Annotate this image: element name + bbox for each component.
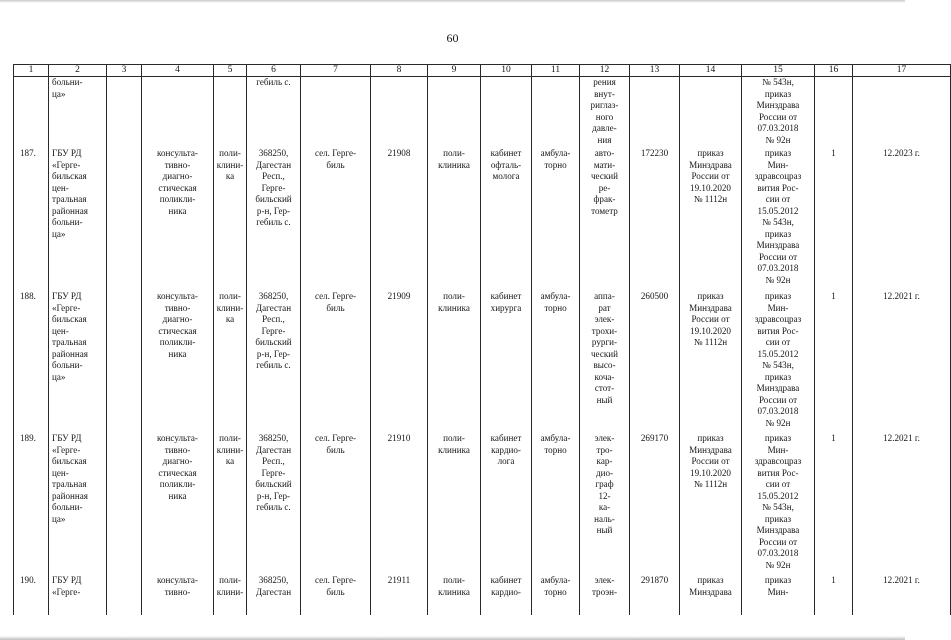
cell-order1: приказ Минздрава России от 19.10.2020 № 1112н (680, 433, 742, 575)
cell-settlement: сел. Герге- биль (301, 148, 371, 291)
cell-unit: консульта- тивно- диагно- стическая поликли- ника (142, 148, 214, 291)
cell-equipment: авто- мати- ческий ре- фрак- тометр (580, 148, 630, 291)
cell-nomenclature-code: 172230 (630, 148, 680, 291)
scan-edge-top (0, 0, 905, 3)
col-num-16: 16 (815, 65, 853, 77)
cell-address: 368250, Дагестан Респ., Герге- бильский р-н, Гер- гебиль с. (247, 433, 301, 575)
cell-care-form: амбула- торно (532, 433, 580, 575)
cell-col3 (107, 148, 142, 291)
cell-number: 187. (14, 148, 49, 291)
cell-order2: приказ Мин- (742, 575, 815, 615)
col-num-9: 9 (428, 65, 481, 77)
cell-nomenclature-code: 260500 (630, 291, 680, 433)
cell-date: 12.2021 г. (853, 291, 951, 433)
cell-order1: приказ Минздрава России от 19.10.2020 № 1112н (680, 291, 742, 433)
cell-nomenclature-code: 269170 (630, 433, 680, 575)
cell-equipment: рения внут- риглаз- ного давле- ния (580, 77, 630, 149)
cell-equipment: элек- троэн- (580, 575, 630, 615)
cell-settlement: сел. Герге- биль (301, 575, 371, 615)
col-num-8: 8 (371, 65, 428, 77)
cell-unit: консульта- тивно- (142, 575, 214, 615)
cell-nomenclature-code: 291870 (630, 575, 680, 615)
cell-col3 (107, 291, 142, 433)
cell-date: 12.2021 г. (853, 433, 951, 575)
col-num-7: 7 (301, 65, 371, 77)
cell-quantity: 1 (815, 575, 853, 615)
scan-edge-bottom (0, 636, 905, 640)
cell-division: поли- клиника (428, 148, 481, 291)
col-num-5: 5 (214, 65, 247, 77)
col-num-12: 12 (580, 65, 630, 77)
cell-care-form: амбула- торно (532, 291, 580, 433)
cell-org: ГБУ РД «Герге- бильская цен- тральная районная больни- ца» (49, 148, 107, 291)
cell-order2: приказ Мин- здравсоцраз вития Рос- сии от 15.05.2012 № 543н, приказ Минздрава России от 07.03.2018 № 92н (742, 433, 815, 575)
cell-equipment: аппа- рат элек- трохи- рурги- ческий высо- коча- стот- ный (580, 291, 630, 433)
col-num-1: 1 (14, 65, 49, 77)
table-row (14, 148, 951, 291)
cell-cabinet: кабинет офталь- молога (481, 148, 532, 291)
cell-date: 12.2021 г. (853, 575, 951, 615)
cell-org: ГБУ РД «Герге- бильская цен- тральная районная больни- ца» (49, 291, 107, 433)
cell-unit: консульта- тивно- диагно- стическая поликли- ника (142, 433, 214, 575)
cell-org: ГБУ РД «Герге- (49, 575, 107, 615)
cell-code: 21911 (371, 575, 428, 615)
continuation-row (14, 77, 951, 149)
cell-division: поли- клиника (428, 433, 481, 575)
cell-col3 (107, 433, 142, 575)
cell-number: 188. (14, 291, 49, 433)
col-num-6: 6 (247, 65, 301, 77)
cell-equipment: элек- тро- кар- дио- граф 12- ка- наль- ный (580, 433, 630, 575)
cell-type: поли- клини- ка (214, 148, 247, 291)
col-num-17: 17 (853, 65, 951, 77)
cell-number: 190. (14, 575, 49, 615)
cell-order2: № 543н, приказ Минздрава России от 07.03.2018 № 92н (742, 77, 815, 149)
col-num-10: 10 (481, 65, 532, 77)
cell-date: 12.2023 г. (853, 148, 951, 291)
cell-care-form: амбула- торно (532, 148, 580, 291)
cell-cabinet: кабинет хирурга (481, 291, 532, 433)
cell-type: поли- клини- ка (214, 291, 247, 433)
cell-code: 21910 (371, 433, 428, 575)
cell-settlement: сел. Герге- биль (301, 291, 371, 433)
cell-code: 21908 (371, 148, 428, 291)
cell-org: ГБУ РД «Герге- бильская цен- тральная районная больни- ца» (49, 433, 107, 575)
cell-division: поли- клиника (428, 575, 481, 615)
col-num-13: 13 (630, 65, 680, 77)
col-num-11: 11 (532, 65, 580, 77)
col-num-3: 3 (107, 65, 142, 77)
cell-type: поли- клини- (214, 575, 247, 615)
cell-quantity: 1 (815, 148, 853, 291)
col-num-15: 15 (742, 65, 815, 77)
cell-cabinet: кабинет кардио- лога (481, 433, 532, 575)
cell-unit: консульта- тивно- диагно- стическая поликли- ника (142, 291, 214, 433)
cell-order2: приказ Мин- здравсоцраз вития Рос- сии от 15.05.2012 № 543н, приказ Минздрава России от 07.03.2018 № 92н (742, 291, 815, 433)
cell-order1: приказ Минздрава России от 19.10.2020 № 1112н (680, 148, 742, 291)
cell-quantity: 1 (815, 291, 853, 433)
cell-number: 189. (14, 433, 49, 575)
cell-quantity: 1 (815, 433, 853, 575)
cell-code: 21909 (371, 291, 428, 433)
col-num-2: 2 (49, 65, 107, 77)
cell-order2: приказ Мин- здравсоцраз вития Рос- сии от 15.05.2012 № 543н, приказ Минздрава России от 07.03.2018 № 92н (742, 148, 815, 291)
register-table (13, 64, 951, 615)
cell-settlement: сел. Герге- биль (301, 433, 371, 575)
col-num-4: 4 (142, 65, 214, 77)
column-number-row (14, 65, 951, 77)
cell-type: поли- клини- ка (214, 433, 247, 575)
cell-division: поли- клиника (428, 291, 481, 433)
cell-care-form: амбула- торно (532, 575, 580, 615)
cell-col3 (107, 575, 142, 615)
table-row (14, 433, 951, 575)
cell-address: 368250, Дагестан Респ., Герге- бильский р-н, Гер- гебиль с. (247, 291, 301, 433)
cell-order1: приказ Минздрава (680, 575, 742, 615)
table-row (14, 291, 951, 433)
cell-org: больни- ца» (49, 77, 107, 149)
cell-address: гебиль с. (247, 77, 301, 149)
page-number: 60 (446, 31, 459, 45)
cell-cabinet: кабинет кардио- (481, 575, 532, 615)
cell-address: 368250, Дагестан (247, 575, 301, 615)
col-num-14: 14 (680, 65, 742, 77)
cell-address: 368250, Дагестан Респ., Герге- бильский р-н, Гер- гебиль с. (247, 148, 301, 291)
table-row (14, 575, 951, 615)
